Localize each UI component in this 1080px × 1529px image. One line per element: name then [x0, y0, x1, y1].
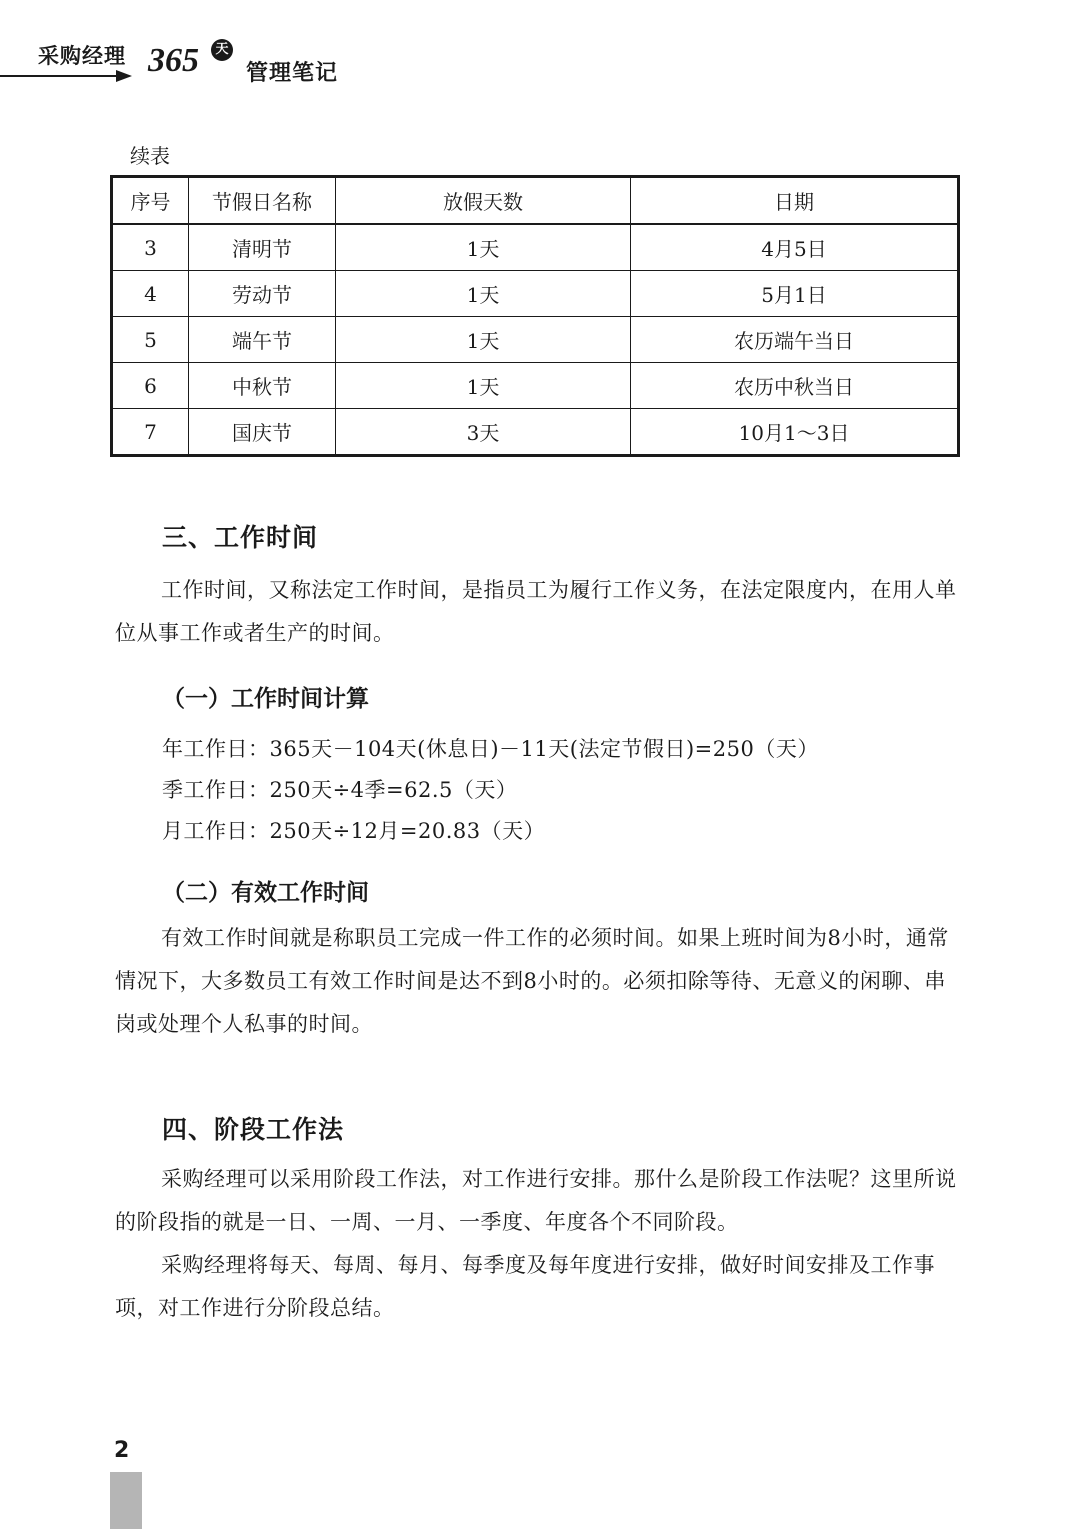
table-cell: 4月5日 [631, 224, 959, 271]
table-header-row [112, 177, 959, 225]
page-number: 2 [114, 1438, 130, 1463]
holiday-table [110, 175, 960, 457]
table-cell: 端午节 [189, 317, 336, 363]
table-row [112, 317, 959, 363]
page-edge-tab [110, 1472, 142, 1529]
paragraph-work-time-intro: 工作时间，又称法定工作时间，是指员工为履行工作义务，在法定限度内，在用人单位从事工作或者生产的时间。 [115, 578, 957, 645]
table-row [112, 363, 959, 409]
table-cell: 6 [112, 363, 189, 409]
calc-line-quarter: 季工作日：250天÷4季=62.5（天） [162, 778, 518, 802]
table-row [112, 224, 959, 271]
table-cell: 1天 [336, 317, 631, 363]
table-cell: 劳动节 [189, 271, 336, 317]
table-row [112, 409, 959, 456]
header-subtitle: 管理笔记 [246, 60, 339, 86]
table-cell: 农历中秋当日 [631, 363, 959, 409]
table-header-cell: 放假天数 [336, 177, 631, 225]
table-cell: 中秋节 [189, 363, 336, 409]
header-arrow-icon [116, 70, 132, 82]
paragraph-phase-method-1: 采购经理可以采用阶段工作法，对工作进行安排。那什么是阶段工作法呢？这里所说的阶段指的就是一日、一周、一月、一季度、年度各个不同阶段。 [115, 1167, 957, 1234]
table-cell: 7 [112, 409, 189, 456]
table-cell: 1天 [336, 224, 631, 271]
table-cell: 4 [112, 271, 189, 317]
table-header-cell: 日期 [631, 177, 959, 225]
calc-line-month: 月工作日：250天÷12月=20.83（天） [162, 819, 546, 843]
table-caption: 续表 [130, 144, 170, 168]
table-cell: 5月1日 [631, 271, 959, 317]
table-row [112, 271, 959, 317]
table-cell: 1天 [336, 271, 631, 317]
header-number: 365 [148, 42, 199, 79]
table-cell: 1天 [336, 363, 631, 409]
table-cell: 农历端午当日 [631, 317, 959, 363]
table-cell: 3天 [336, 409, 631, 456]
paragraph-effective-time: 有效工作时间就是称职员工完成一件工作的必须时间。如果上班时间为8小时，通常情况下，大多数员工有效工作时间是达不到8小时的。必须扣除等待、无意义的闲聊、串岗或处理个人私事的时间。 [115, 926, 949, 1036]
header-book-title: 采购经理 [38, 43, 126, 68]
calc-line-year: 年工作日：365天－104天(休息日)－11天(法定节假日)=250（天） [162, 737, 819, 761]
header-day-badge: 天 [211, 39, 233, 61]
table-header-cell: 节假日名称 [189, 177, 336, 225]
table-cell: 清明节 [189, 224, 336, 271]
section-heading-phase-method: 四、阶段工作法 [162, 1115, 345, 1144]
subheading-effective-time: （二）有效工作时间 [162, 880, 369, 906]
table-cell: 国庆节 [189, 409, 336, 456]
running-header [0, 0, 400, 90]
table-header-cell: 序号 [112, 177, 189, 225]
table-cell: 5 [112, 317, 189, 363]
header-rule [0, 75, 118, 77]
paragraph-phase-method-2: 采购经理将每天、每周、每月、每季度及每年度进行安排，做好时间安排及工作事项，对工作进行分阶段总结。 [115, 1253, 935, 1320]
section-heading-work-time: 三、工作时间 [162, 523, 319, 552]
table-cell: 10月1～3日 [631, 409, 959, 456]
table-cell: 3 [112, 224, 189, 271]
subheading-calculation: （一）工作时间计算 [162, 686, 369, 712]
